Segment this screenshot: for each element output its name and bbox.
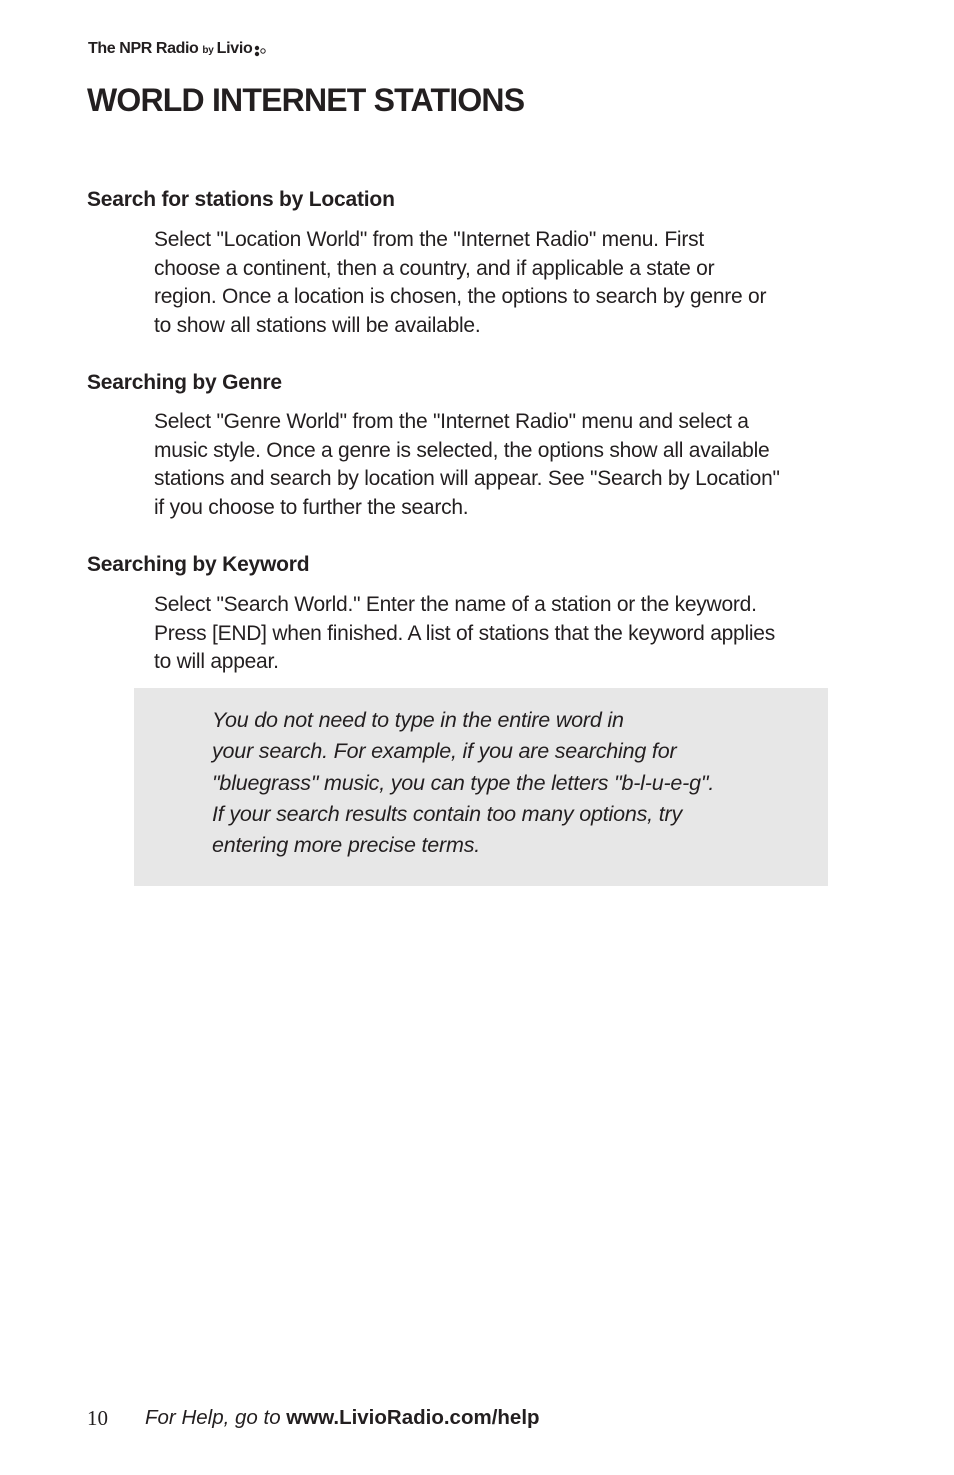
help-url-link[interactable]: www.LivioRadio.com/help <box>286 1406 540 1429</box>
section-heading-genre: Searching by Genre <box>87 371 282 394</box>
logo-livio-text: Livio <box>216 40 253 57</box>
body-line: Select "Genre World" from the "Internet Radio" menu and select a <box>154 410 749 433</box>
body-line: Select "Location World" from the "Internet Radio" menu. First <box>154 228 704 251</box>
tip-line: You do not need to type in the entire word in <box>212 708 624 732</box>
tip-line: your search. For example, if you are searching for <box>212 739 677 764</box>
tip-line: If your search results contain too many options, try <box>212 801 682 826</box>
body-line: choose a continent, then a country, and if applicable a state or <box>154 256 715 280</box>
livio-dots-icon <box>254 45 266 57</box>
section-body-location <box>154 226 870 341</box>
body-line: if you choose to further the search. <box>154 496 469 520</box>
body-line: to will appear. <box>154 650 279 674</box>
body-line: Select "Search World." Enter the name of a station or the keyword. <box>154 593 757 616</box>
body-line: region. Once a location is chosen, the options to search by genre or <box>154 285 767 309</box>
help-prefix: For Help, go to <box>145 1406 287 1429</box>
logo-by-text: by <box>202 45 214 56</box>
section-heading-location: Search for stations by Location <box>87 188 395 211</box>
body-line: to show all stations will be available. <box>154 314 481 338</box>
help-text <box>145 1404 540 1432</box>
body-line: music style. Once a genre is selected, the options show all available <box>154 438 770 462</box>
tip-line: "bluegrass" music, you can type the letters "b-l-u-e-g". <box>212 770 715 795</box>
page-title: WORLD INTERNET STATIONS <box>87 82 525 118</box>
section-heading-keyword: Searching by Keyword <box>87 553 310 576</box>
section-body-genre <box>154 408 870 523</box>
section-body-keyword <box>154 591 870 677</box>
brand-logo <box>88 40 266 62</box>
body-line: Press [END] when finished. A list of stations that the keyword applies <box>154 621 775 645</box>
page-number: 10 <box>87 1406 108 1430</box>
logo-brand-text: The NPR Radio <box>88 40 199 57</box>
tip-text <box>212 705 714 861</box>
tip-line: entering more precise terms. <box>212 833 481 858</box>
body-line: stations and search by location will appear. See "Search by Location" <box>154 467 780 491</box>
